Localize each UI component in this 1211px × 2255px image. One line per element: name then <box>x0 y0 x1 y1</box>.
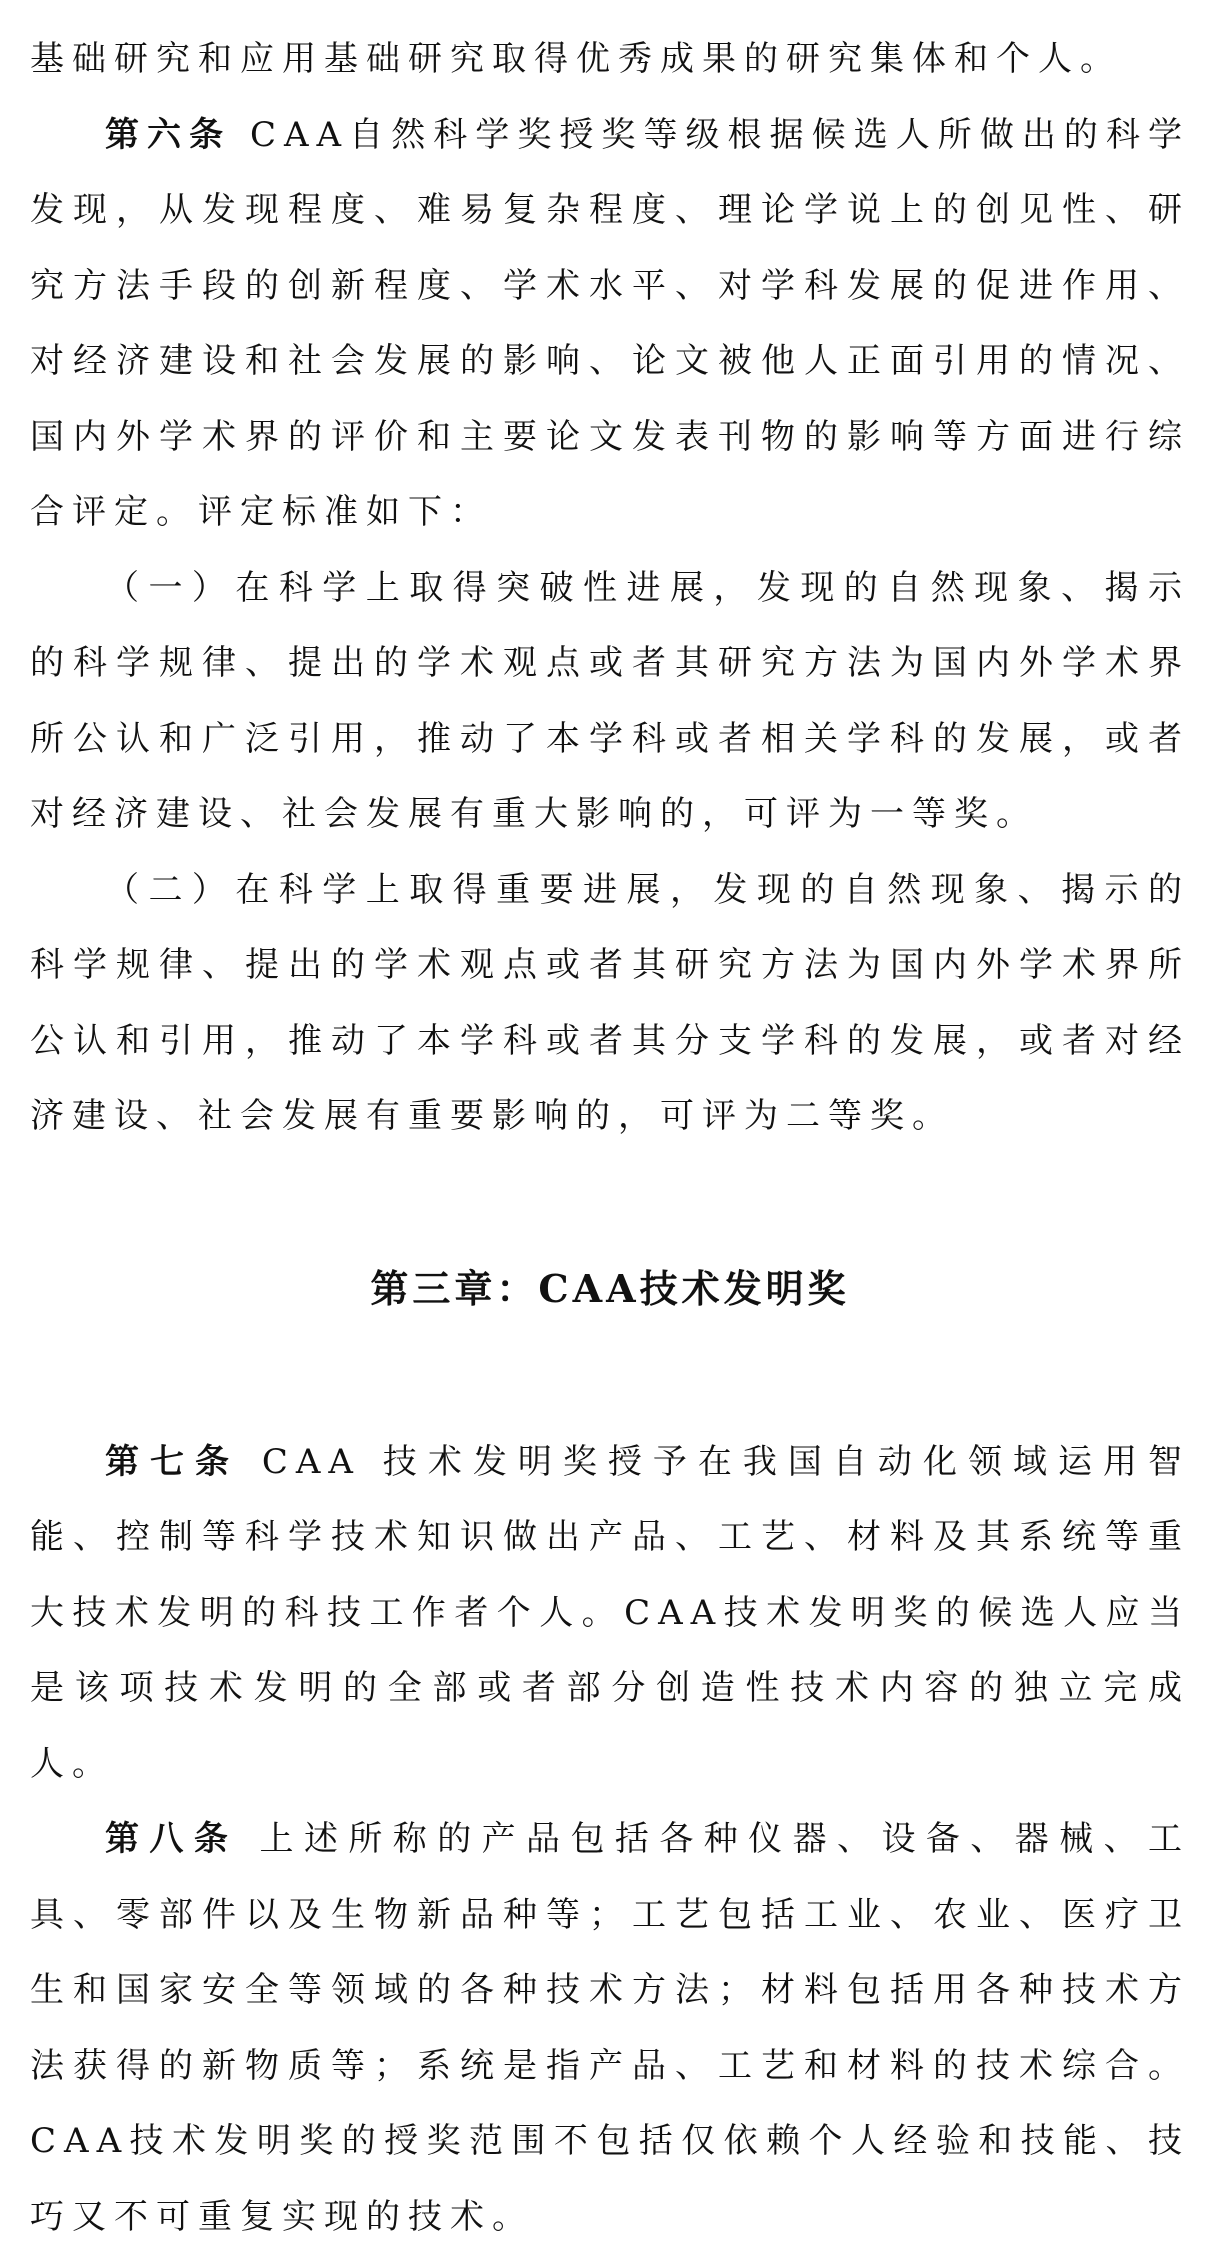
article-number: 第八条 <box>105 1819 239 1859</box>
paragraph-text: （二）在科学上取得重要进展，发现的自然现象、揭示的科学规律、提出的学术观点或者其研究方法为国内外学术界所公认和引用，推动了本学科或者其分支学科的发展，或者对经济建设、社会发展有重要影响的，可评为二等奖。 <box>30 869 1190 1136</box>
paragraph-article-7 <box>30 1425 1190 1803</box>
paragraph-continuation <box>30 22 1190 98</box>
paragraph-text: CAA自然科学奖授奖等级根据候选人所做出的科学发现，从发现程度、难易复杂程度、理论学说上的创见性、研究方法手段的创新程度、学术水平、对学科发展的促进作用、对经济建设和社会发展的影响、论文被他人正面引用的情况、国内外学术界的评价和主要论文发表刊物的影响等方面进行综合评定。评定标准如下： <box>30 114 1190 532</box>
paragraph-item-2 <box>30 853 1190 1155</box>
article-number: 第七条 <box>105 1441 241 1482</box>
paragraph-text: 基础研究和应用基础研究取得优秀成果的研究集体和个人。 <box>30 39 1122 79</box>
paragraph-article-6 <box>30 98 1190 551</box>
paragraph-text: （一）在科学上取得突破性进展，发现的自然现象、揭示的科学规律、提出的学术观点或者其研究方法为国内外学术界所公认和广泛引用，推动了本学科或者相关学科的发展，或者对经济建设、社会发展有重大影响的，可评为一等奖。 <box>30 567 1190 834</box>
article-number: 第六条 <box>105 114 232 155</box>
paragraph-text: 上述所称的产品包括各种仪器、设备、器械、工具、零部件以及生物新品种等；工艺包括工业、农业、医疗卫生和国家安全等领域的各种技术方法；材料包括用各种技术方法获得的新物质等；系统是指产品、工艺和材料的技术综合。CAA技术发明奖的授奖范围不包括仅依赖个人经验和技能、技巧又不可重复实现的技术。 <box>30 1819 1191 2237</box>
paragraph-article-8 <box>30 1802 1190 2255</box>
paragraph-text: CAA 技术发明奖授予在我国自动化领域运用智能、控制等科学技术知识做出产品、工艺、材料及其系统等重大技术发明的科技工作者个人。CAA技术发明奖的候选人应当是该项技术发明的全部或者部分创造性技术内容的独立完成人。 <box>30 1441 1190 1784</box>
paragraph-item-1 <box>30 551 1190 853</box>
document-page <box>30 0 1190 2255</box>
chapter-title: 第三章：CAA技术发明奖 <box>370 1265 850 1311</box>
